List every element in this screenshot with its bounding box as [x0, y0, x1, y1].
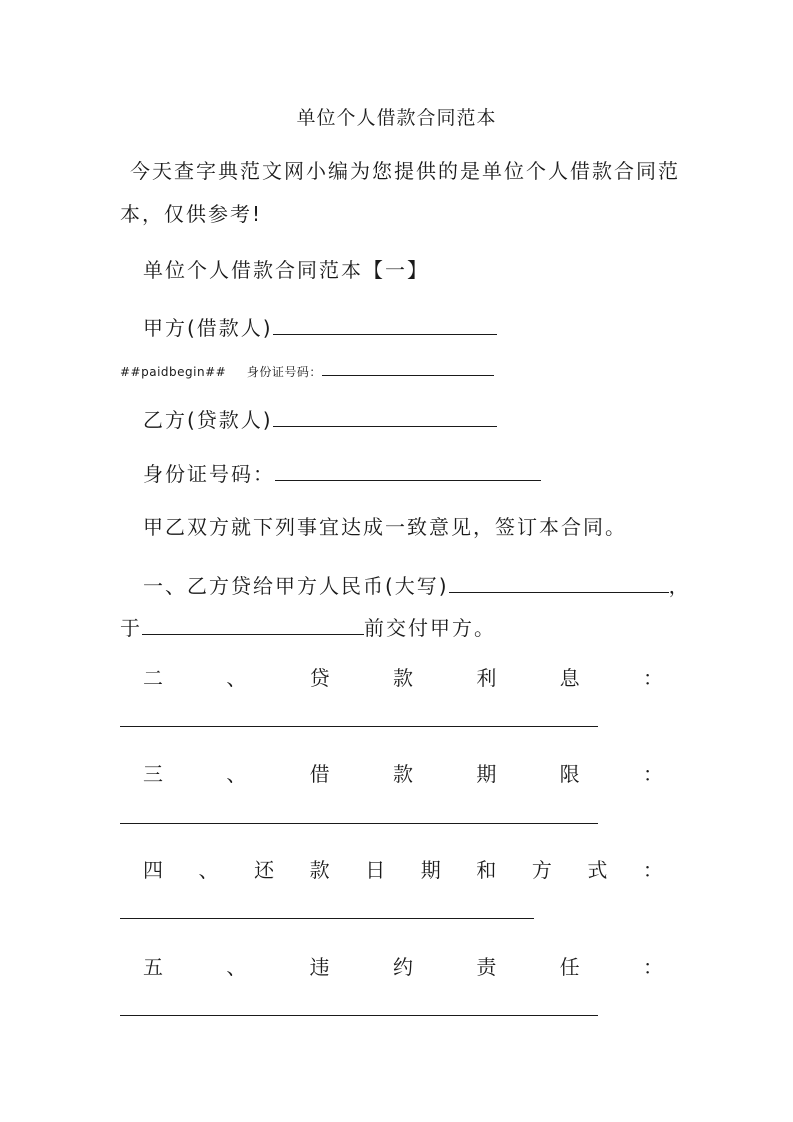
clause-4-char: 式 — [587, 858, 608, 882]
party-b-line — [143, 404, 497, 434]
document-title: 单位个人借款合同范本 — [296, 107, 497, 129]
clause-1-amount-blank — [449, 570, 669, 593]
clause-4-char: 还 — [254, 858, 275, 882]
intro-line-1: 今天查字典范文网小编为您提供的是单位个人借款合同范 — [130, 159, 680, 183]
party-a-label: 甲方(借款人) — [143, 316, 273, 340]
clause-4-char: 和 — [476, 858, 497, 882]
clause-5-char: 、 — [226, 955, 247, 979]
clause-3-char: 、 — [226, 762, 247, 786]
clause-1-line-1 — [143, 570, 691, 600]
paid-id-blank — [322, 363, 494, 376]
clause-4-char: ： — [642, 858, 663, 882]
clause-1-line-2-prefix: 于 — [120, 616, 142, 640]
clause-3-heading — [143, 760, 663, 788]
clause-3-char: 限 — [559, 762, 580, 786]
clause-3-char: 款 — [392, 762, 413, 786]
clause-3-blank — [120, 823, 598, 824]
clause-2-char: 利 — [476, 666, 497, 690]
party-a-line — [143, 312, 497, 342]
paid-line — [120, 358, 494, 386]
clause-4-char: 日 — [365, 858, 386, 882]
clause-1-line-2-suffix: 前交付甲方。 — [364, 616, 496, 640]
clause-5-heading — [143, 953, 663, 981]
clause-4-char: 方 — [531, 858, 552, 882]
clause-2-char: 二 — [143, 666, 163, 690]
party-a-blank — [273, 312, 497, 335]
clause-5-char: 责 — [476, 955, 497, 979]
clause-4-blank — [120, 918, 534, 919]
clause-2-char: ： — [642, 666, 663, 690]
clause-2-char: 、 — [226, 666, 247, 690]
clause-3-char: 期 — [476, 762, 497, 786]
paid-id-label: 身份证号码： — [246, 365, 322, 379]
clause-3-char: ： — [642, 762, 663, 786]
clause-1-prefix: 一、乙方贷给甲方人民币(大写) — [143, 574, 449, 598]
clause-1-date-blank — [142, 612, 364, 635]
id-line — [143, 458, 541, 488]
clause-2-heading — [143, 664, 663, 692]
clause-4-char: 款 — [309, 858, 330, 882]
clause-5-char: 违 — [309, 955, 330, 979]
clause-5-blank — [120, 1015, 598, 1016]
clause-2-char: 款 — [392, 666, 413, 690]
clause-2-char: 息 — [559, 666, 580, 690]
clause-5-char: ： — [642, 955, 663, 979]
clause-4-heading — [143, 856, 663, 884]
section-heading: 单位个人借款合同范本【一】 — [143, 258, 429, 282]
agreement-text: 甲乙双方就下列事宜达成一致意见，签订本合同。 — [143, 515, 627, 539]
clause-3-char: 借 — [309, 762, 330, 786]
clause-3-char: 三 — [143, 762, 163, 786]
clause-5-char: 任 — [559, 955, 580, 979]
clause-1-comma: ， — [668, 574, 691, 598]
clause-4-char: 、 — [198, 858, 219, 882]
intro-line-2: 本，仅供参考! — [120, 202, 263, 226]
clause-5-char: 五 — [143, 955, 163, 979]
clause-2-blank — [120, 726, 598, 727]
clause-4-char: 四 — [143, 858, 163, 882]
party-b-blank — [273, 404, 497, 427]
id-blank — [275, 458, 541, 481]
clause-4-char: 期 — [420, 858, 441, 882]
paid-marker: ##paidbegin## — [120, 365, 227, 379]
id-label: 身份证号码： — [143, 462, 275, 486]
clause-5-char: 约 — [392, 955, 413, 979]
clause-1-line-2 — [120, 612, 496, 642]
clause-2-char: 贷 — [309, 666, 330, 690]
party-b-label: 乙方(贷款人) — [143, 408, 273, 432]
